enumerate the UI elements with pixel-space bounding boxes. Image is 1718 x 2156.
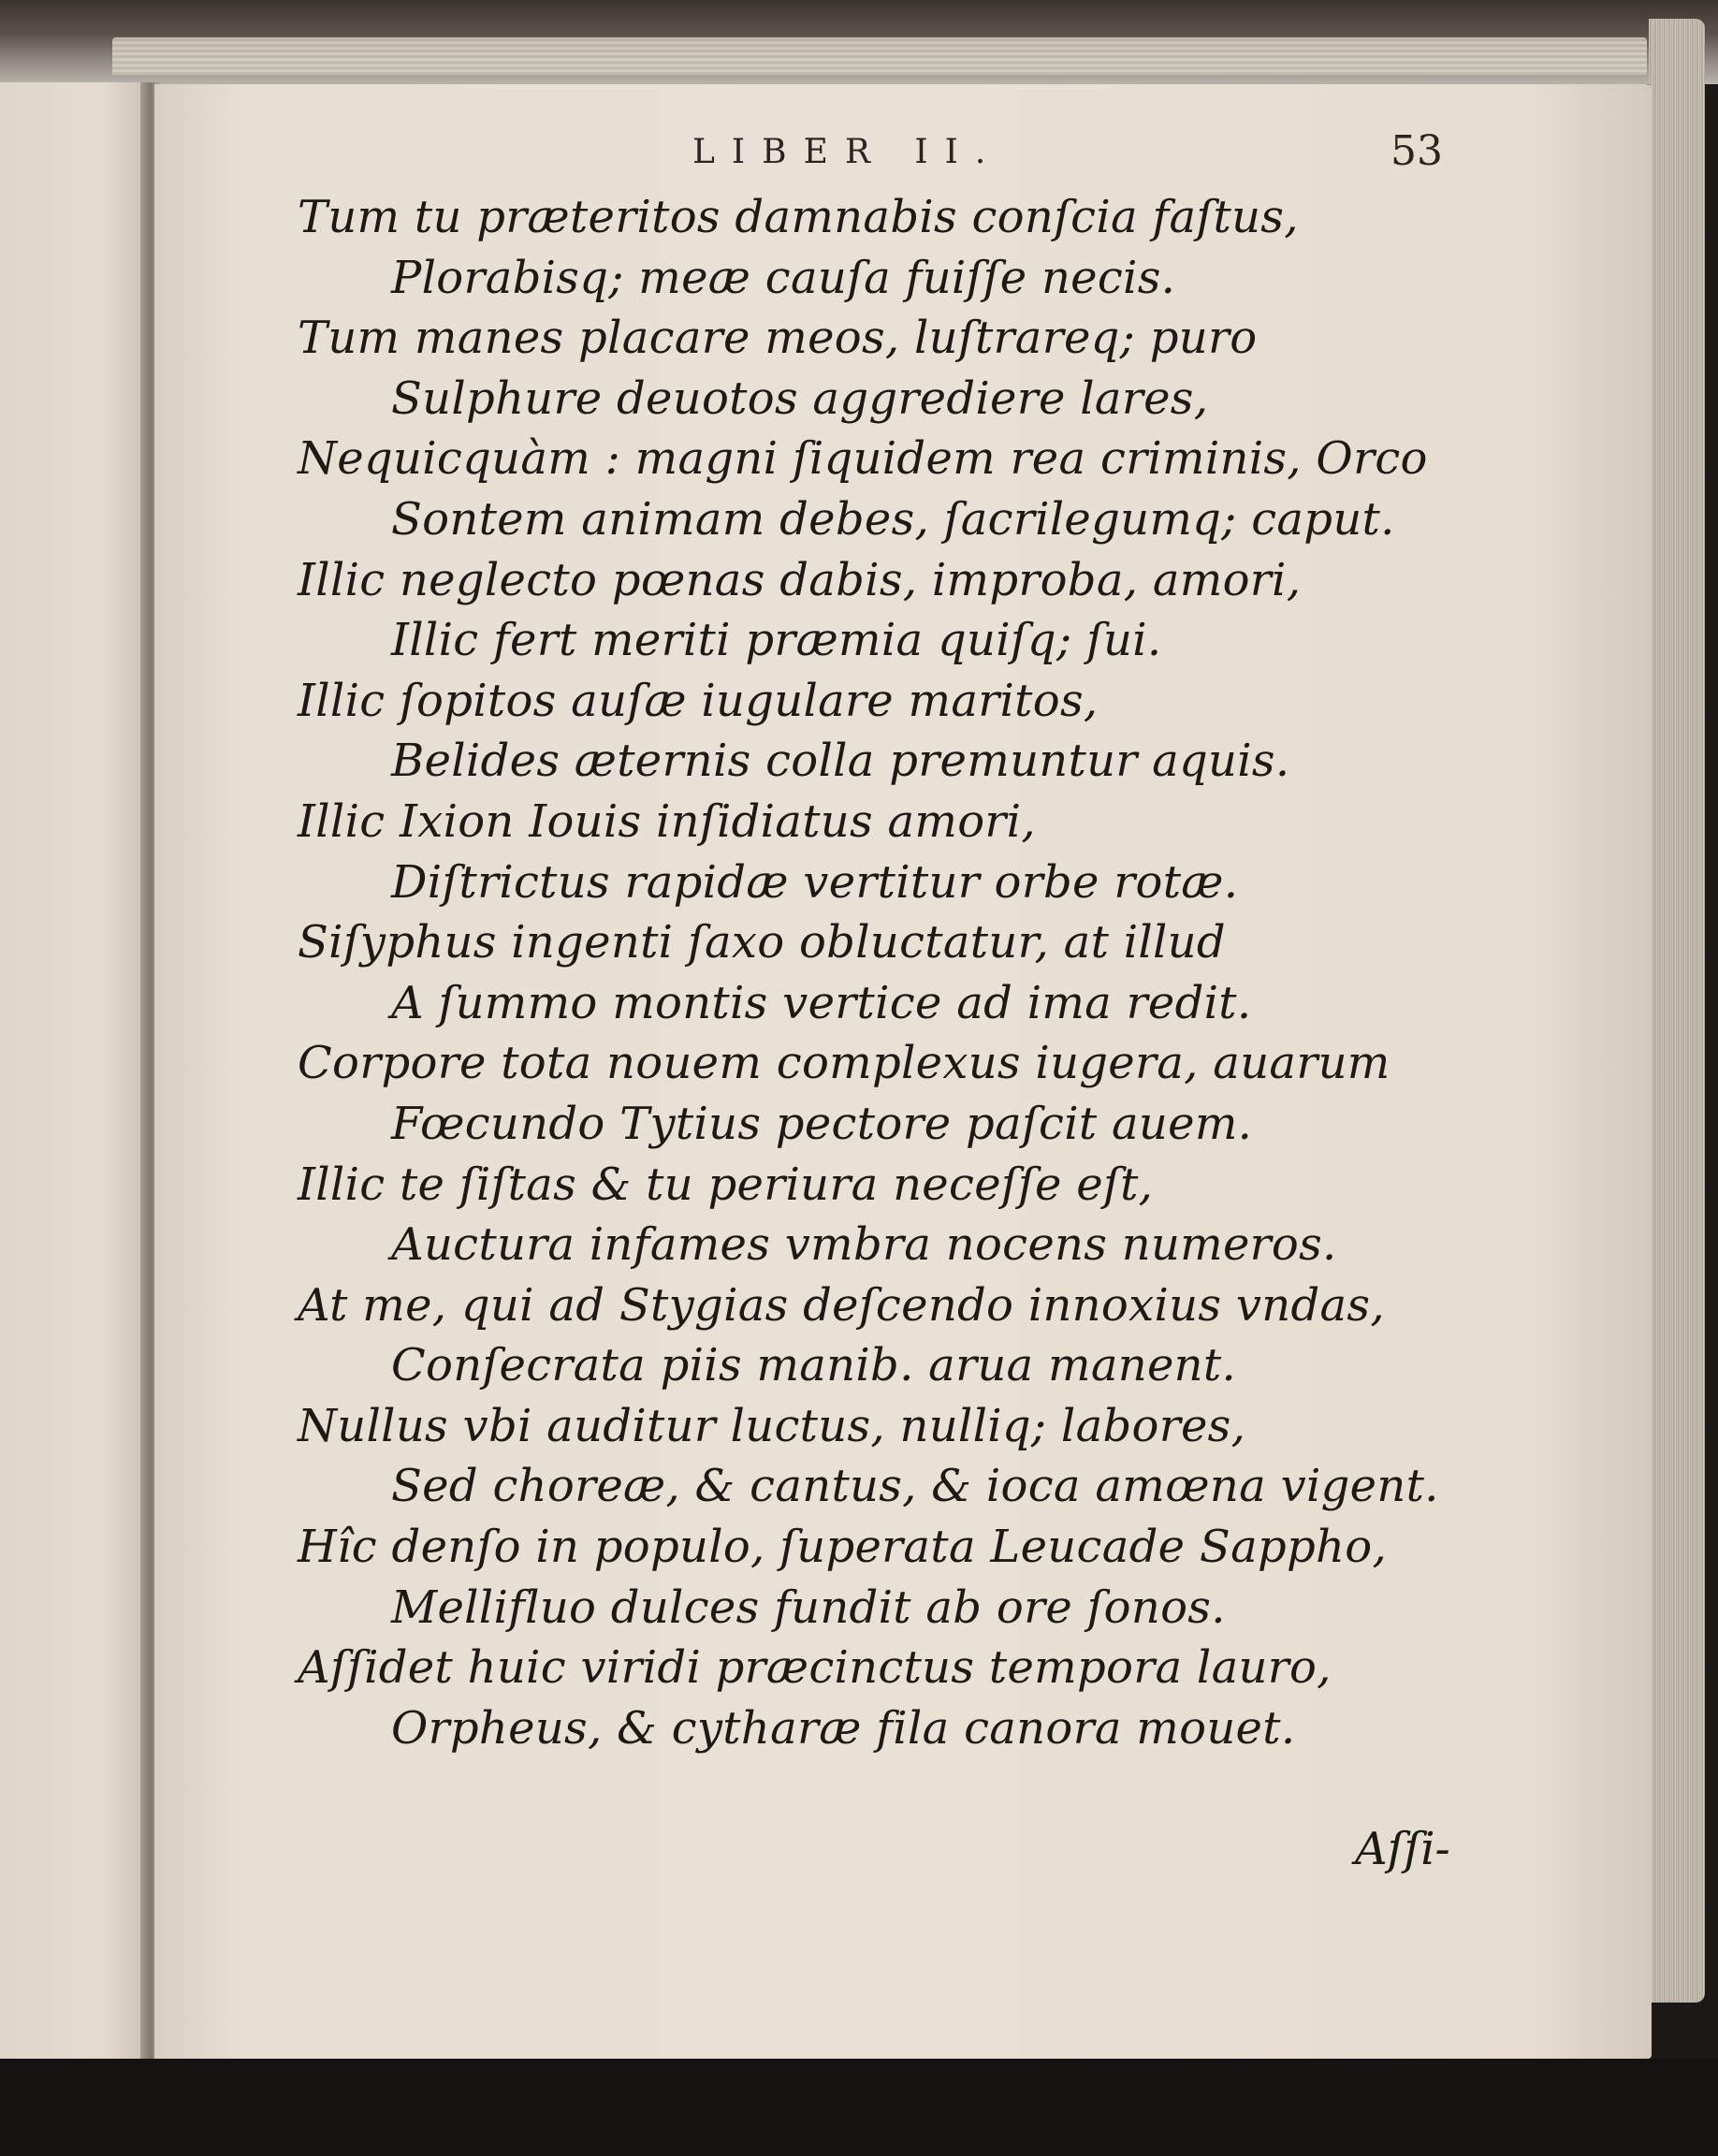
book-top-edge [0,0,1718,84]
verse-block [298,187,1495,1758]
page-stack-edge [1649,19,1705,2003]
verse-line: Illic ſopitos auſæ iugulare maritos, [298,674,1099,727]
verse-line: Illic fert meriti præmia quiſq; ſui. [391,614,1162,667]
verse-line: Orpheus, & cytharæ fila canora mouet. [391,1701,1296,1755]
left-page [0,82,148,2061]
verse-line: A ſummo montis vertice ad ima redit. [391,976,1252,1029]
page-stack-top [112,37,1647,75]
verse-line: Conſecrata piis manib. arua manent. [391,1339,1237,1392]
verse-line: Aſſidet huic viridi præcinctus tempora lauro, [298,1641,1332,1695]
verse-line: Sed choreæ, & cantus, & ioca amœna vigent. [391,1460,1439,1513]
verse-line: Tum tu præteritos damnabis conſcia faſtus, [298,191,1299,243]
verse-line: Siſyphus ingenti ſaxo obluctatur, at illud [298,916,1226,969]
verse-line: Nequicquàm : magni ſiquidem rea criminis, Orco [298,432,1428,486]
background-band [0,2059,1718,2156]
verse-line: Sontem animam debes, ſacrilegumq; caput. [391,492,1395,546]
verse-line: Belides æternis colla premuntur aquis. [391,735,1290,788]
verse-line: Tum manes placare meos, luſtrareq; puro [298,312,1258,365]
verse-line: Illic Ixion Iouis inſidiatus amori, [298,794,1036,848]
verse-line: Plorabisq; meæ cauſa fuiſſe necis. [391,251,1176,304]
verse-line: Hîc denſo in populo, ſuperata Leucade Sappho, [298,1521,1388,1574]
verse-line: Sulphure deuotos aggrediere lares, [391,371,1209,425]
verse-line: Mellifluo dulces fundit ab ore ſonos. [391,1581,1226,1634]
verse-line: Corpore tota nouem complexus iugera, auarum [298,1037,1390,1090]
verse-line: Diſtrictus rapidæ vertitur orbe rotæ. [391,855,1239,909]
verse-line: Illic neglecto pœnas dabis, improba, amori, [298,553,1302,606]
verse-line: Auctura infames vmbra nocens numeros. [391,1218,1337,1272]
running-head: LIBER II. [692,133,1003,171]
catchword: Aſſi- [1355,1823,1450,1875]
verse-line: Fœcundo Tytius pectore paſcit auem. [391,1097,1253,1150]
verse-line: Nullus vbi auditur luctus, nulliq; labores, [298,1399,1246,1452]
verse-line: Illic te ſiſtas & tu periura neceſſe eſt, [298,1158,1154,1211]
page-number: 53 [1390,127,1443,175]
verse-line: At me, qui ad Stygias deſcendo innoxius vndas, [298,1278,1385,1332]
